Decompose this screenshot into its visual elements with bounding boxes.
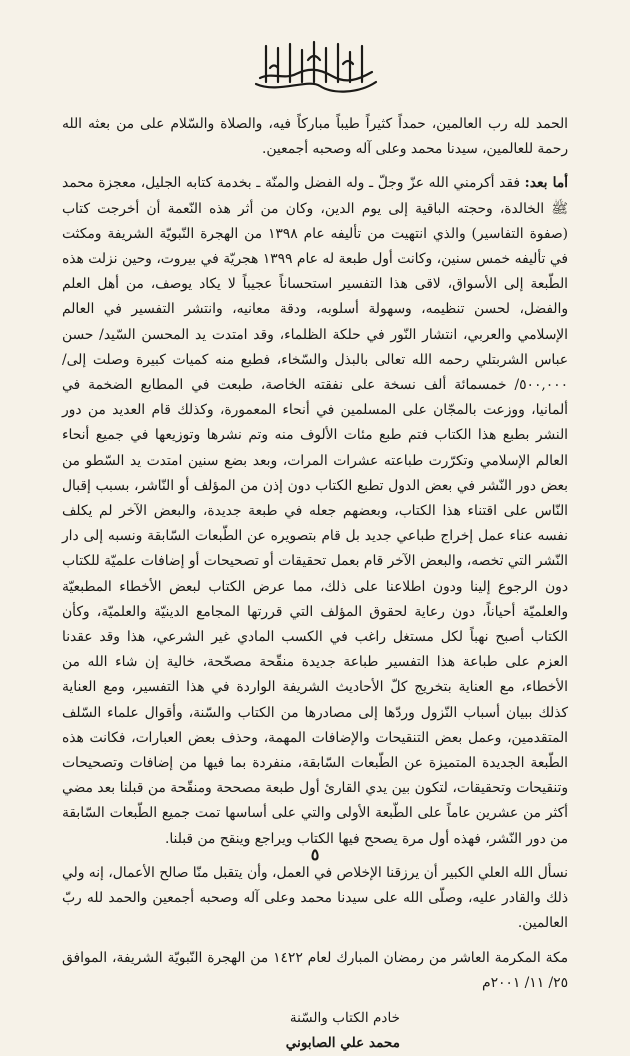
- author-name: محمد علي الصابوني: [285, 1034, 400, 1051]
- main-paragraph: [62, 171, 568, 851]
- date-line: مكة المكرمة العاشر من رمضان المبارك لعام ١٤٢٢ من الهجرة النّبويّة الشريفة، الموافق ٢٥/ ١١/ ٢٠٠١م: [62, 949, 568, 991]
- signature-title: خادم الكتاب والسّنة: [289, 1009, 400, 1026]
- paragraph-lead: أما بعد:: [524, 175, 568, 192]
- signature-block: [62, 1006, 400, 1056]
- basmala-calligraphy: [248, 38, 383, 98]
- page-number: ٥: [310, 845, 320, 864]
- opening-paragraph: الحمد لله رب العالمين، حمداً كثيراً طيباً مباركاً فيه، والصلاة والسّلام على من بعثه الله رحمة للعالمين، سيدنا محمد وعلى آله وصحبه أجمعين.: [62, 116, 568, 158]
- closing-paragraph: نسأل الله العلي الكبير أن يرزقنا الإخلاص في العمل، وأن يتقبل منّا صالح الأعمال، إنه ولي ذلك والقادر عليه، وصلّى الله على سيدنا محمد وعلى آله وصحبه أجمعين والحمد لله ربّ العالمين.: [62, 864, 568, 932]
- main-paragraph-text: فقد أكرمني الله عزّ وجلّ ـ وله الفضل والمنّة ـ بخدمة كتابه الجليل، معجزة محمد ﷺ الخالدة، وحجته الباقية إلى يوم الدين، وكان من أثر هذه النّعمة أن أخرجت كتاب (صفوة التفاسير) والذي انتهيت من تأليفه عام ١٣٩٨ من الهجرة النّبويّة الشريفة ومكثت في تأليفه خمس سنين، وكانت أول طبعة له عام ١٣٩٩ هجريّة في بيروت، وحين نزلت هذه الطّبعة إلى الأسواق، لاقى هذا التفسير استحساناً عجيباً لا يكاد يوصف، من أهل العلم والفضل، لحسن تنظيمه، وسهولة أسلوبه، ودقة معانيه، وانتشر التفسير في العالم الإسلامي والعربي، انتشار النّور في حلكة الظلماء، وقد امتدت يد المحسن السّيد/ حسن عباس الشربتلي رحمه الله تعالى بالبذل والسّخاء، فطبع منه كميات كبيرة وصلت إلى/ ٥٠٠,٠٠٠/ خمسمائة ألف نسخة على نفقته الخاصة، طبعت في المطابع الضخمة في ألمانيا، ووزعت بالمجّان على المسلمين في أنحاء المعمورة، وكذلك قام العديد من دور النشر بطبع هذا الكتاب فتم طبع مئات الألوف منه وتم نشرها وتوزيعها في جميع أنحاء العالم الإسلامي وتكرّرت طباعته عشرات المرات، وبعد بضع سنين امتدت يد السّطو من بعض دور النّشر في بعض الدول تطبع الكتاب دون إذن من المؤلف أو النّاشر، بسبب إقبال النّاس على اقتناء هذا الكتاب، وبعضهم جعله في طبعة جديدة، والبعض الآخر لم يكلف نفسه عناء عمل إخراج طباعي جديد بل قام بتصويره عن الطّبعات السّابقة ونسبه إلى دار النّشر التي تخصه، والبعض الآخر قام بعمل تحقيقات أو تصحيحات أو إضافات علميّة للكتاب دون الرجوع إلينا ودون اطلاعنا على ذلك، مما عرض الكتاب لبعض الأخطاء المطبعيّة والعلميّة أحياناً، دون رعاية لحقوق المؤلف التي قررتها المجامع الدينيّة والعلميّة، وكأن الكتاب أصبح نهباً لكل مستغل راغب في الكسب المادي غير الشرعي، هذا وقد عقدنا العزم على طباعة هذا التفسير طباعة جديدة منقّحة مصحّحة، خالية إن شاء الله من الأخطاء، مع العناية بتخريج كلّ الأحاديث الشريفة الواردة في هذا التفسير، ومع العناية كذلك ببيان أسباب النّزول وردّها إلى مصادرها من الكتاب والسّنة، وأقوال علماء السّلف المتقدمين، وعمل بعض التنقيحات والإضافات المهمة، وحذف بعض العبارات، فكانت هذه الطّبعة الجديدة المتميزة عن الطّبعات السّابقة، منفردة بما فيها من إضافات وتصحيحات وتنقيحات وتحقيقات، لتكون بين يدي القارئ أول طبعة مصححة ومنقّحة من قبلنا بعد مضي أكثر من عشرين عاماً على الطّبعة الأولى والتي على أساسها تمت جميع الطّبعات السّابقة من دور النّشر، فهذه أول مرة يصحح فيها الكتاب ويراجع وينقح من قبلنا.: [62, 175, 568, 847]
